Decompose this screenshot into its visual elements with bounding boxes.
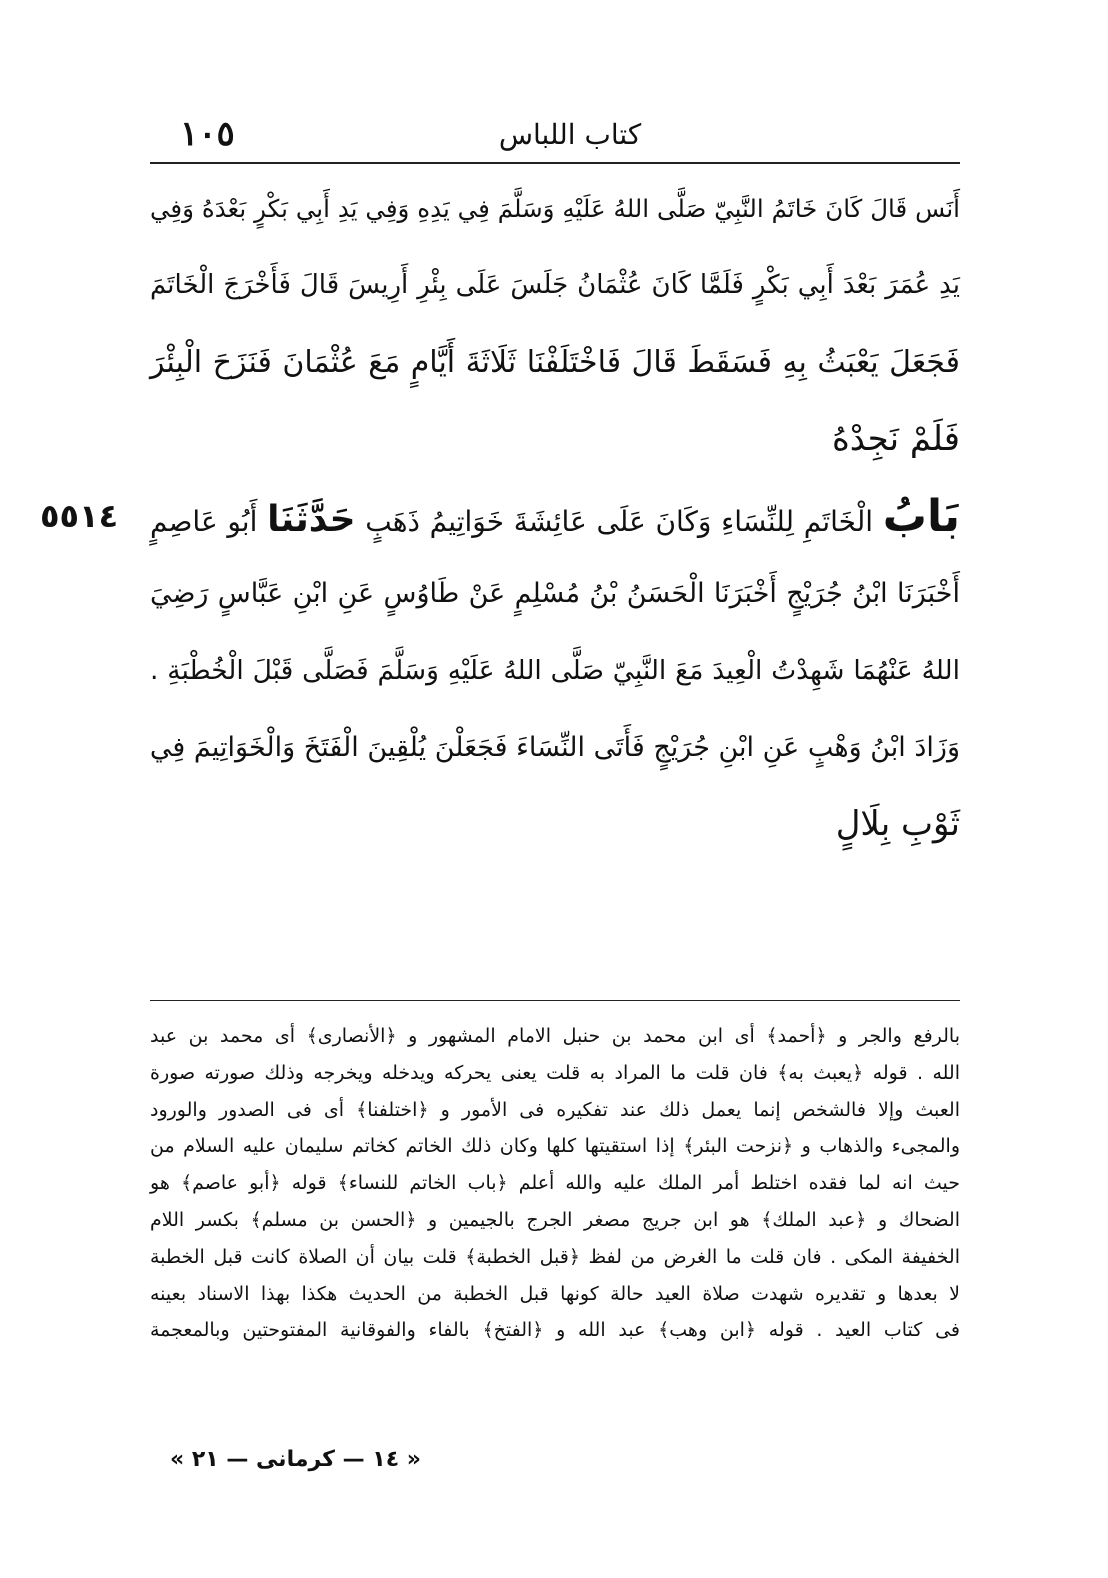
chapter-word: بَابُ [882,491,960,542]
main-line: فَلَمْ نَجِدْهُ [831,419,960,459]
commentary-line: الضحاك و ﴿عبد الملك﴾ هو ابن جريج مصغر الجرج بالجيمين و ﴿الحسن بن مسلم﴾ بكسر اللام [150,1208,960,1231]
commentary-line: الله . قوله ﴿يعبث به﴾ فان قلت ما المراد به قلت يعنى يحركه ويدخله ويخرجه وذلك صورته صورة [150,1061,960,1084]
commentary-line: لا بعدها و تقديره شهدت صلاة العيد حالة كونها قبل الخطبة من الحديث هكذا بهذا الاسناد بعينه [150,1282,960,1305]
main-text [40,170,960,863]
narration-word: حَدَّثَنَا [267,499,356,540]
chapter-heading [40,478,960,555]
page-number: ١٠٥ [180,114,235,154]
hadith-line: اللهُ عَنْهُمَا شَهِدْتُ الْعِيدَ مَعَ النَّبِيّ صَلَّى اللهُ عَلَيْهِ وَسَلَّمَ فَصَلَّى قَبْلَ الْخُطْبَةِ . [150,655,960,686]
commentary-line: فى كتاب العيد . قوله ﴿ابن وهب﴾ عبد الله و ﴿الفتخ﴾ بالفاء والفوقانية المفتوحتين وبالمعجمة [150,1319,960,1342]
commentary [150,1018,960,1349]
commentary-line: العبث وإلا فالشخص إنما يعمل ذلك عند تفكيره فى الأمور و ﴿اختلفنا﴾ أى فى الصدور والورود [150,1098,960,1121]
header-rule [150,162,960,164]
hadith-line: ثَوْبِ بِلَالٍ [835,804,960,844]
commentary-line: والمجىء والذهاب و ﴿نزحت البئر﴾ إذا استقيتها كلها وكان ذلك الخاتم كخاتم سليمان عليه السلام من [150,1135,960,1158]
narrator-name: أَبُو عَاصِمٍ [150,505,258,538]
chapter-title: الْخَاتَمِ لِلنِّسَاءِ وَكَانَ عَلَى عَائِشَةَ خَوَاتِيمُ ذَهَبٍ [365,505,874,538]
main-line: أَنَس قَالَ كَانَ خَاتَمُ النَّبِيّ صَلَّى اللهُ عَلَيْهِ وَسَلَّمَ فِي يَدِهِ وَفِي يَدِ أَبِي بَكْرٍ بَعْدَهُ وَفِي [150,194,960,223]
hadith-line: أَخْبَرَنَا ابْنُ جُرَيْجٍ أَخْبَرَنَا الْحَسَنُ بْنُ مُسْلِمٍ عَنْ طَاوُسٍ عَنِ ابْنِ عَبَّاسٍ رَضِيَ [150,578,960,609]
commentary-line: بالرفع والجر و ﴿أحمد﴾ أى ابن محمد بن حنبل الامام المشهور و ﴿الأنصارى﴾ أى محمد بن عبد [150,1025,960,1047]
commentary-line: حيث انه لما فقده اختلط أمر الملك عليه والله أعلم ﴿باب الخاتم للنساء﴾ قوله ﴿أبو عاصم﴾ هو [150,1172,960,1195]
main-line: فَجَعَلَ يَعْبَثُ بِهِ فَسَقَطَ قَالَ فَاخْتَلَفْنَا ثَلَاثَةَ أَيَّامٍ مَعَ عُثْمَانَ فَنَزَحَ الْبِئْرَ [150,345,960,380]
running-title: كتاب اللباس [498,118,642,151]
main-line: يَدِ عُمَرَ بَعْدَ أَبِي بَكْرٍ فَلَمَّا كَانَ عُثْمَانُ جَلَسَ عَلَى بِئْرِ أَرِيسَ قَالَ فَأَخْرَجَ الْخَاتَمَ [150,270,960,300]
page-header [150,108,960,160]
hadith-line: وَزَادَ ابْنُ وَهْبٍ عَنِ ابْنِ جُرَيْجٍ فَأَتَى النِّسَاءَ فَجَعَلْنَ يُلْقِينَ الْفَتَخَ وَالْخَوَاتِيمَ فِي [149,732,960,763]
hadith-number: ٥٥١٤ [40,497,119,535]
signature-mark: « ١٤ — كرمانى — ٢١ » [170,1447,421,1472]
commentary-line: الخفيفة المكى . فان قلت ما الغرض من لفظ ﴿قبل الخطبة﴾ قلت بيان أن الصلاة كانت قبل الخطبة [150,1245,960,1268]
commentary-rule [150,1000,960,1001]
